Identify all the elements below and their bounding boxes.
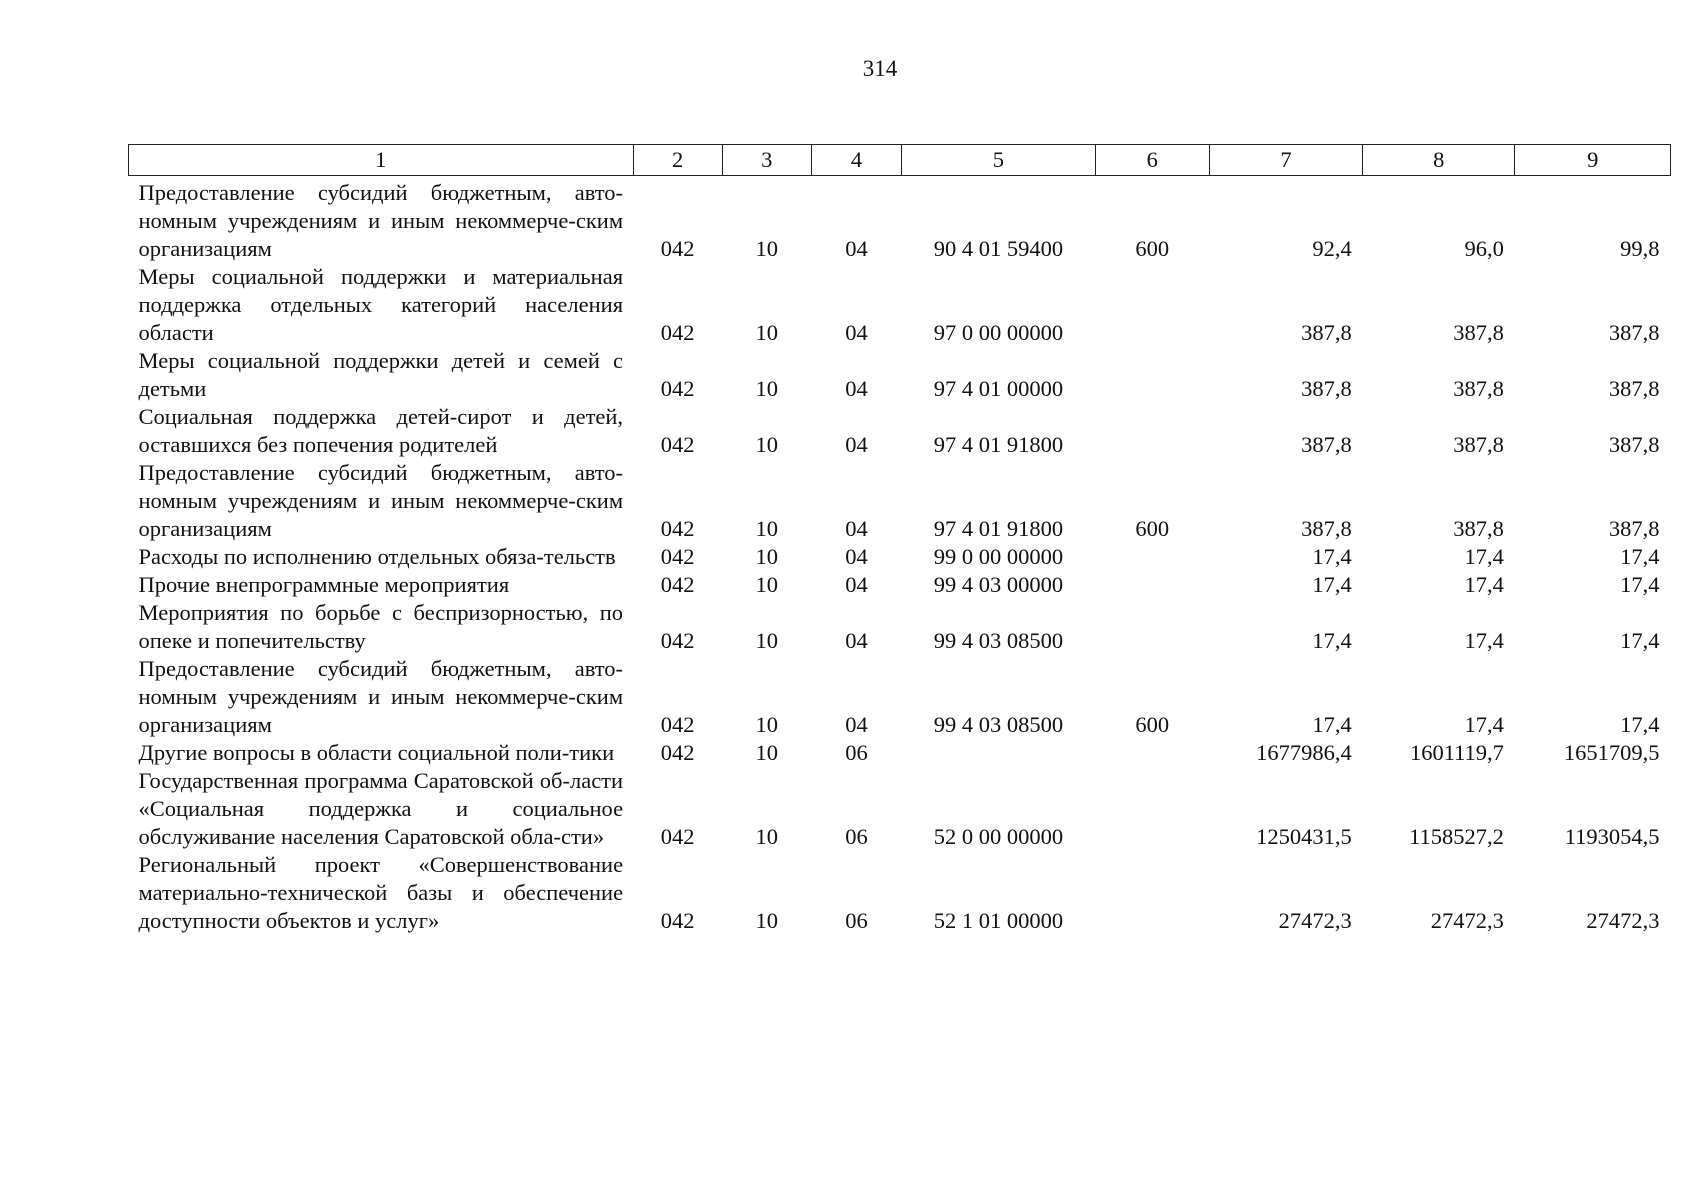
- amount-col-8: 387,8: [1453, 320, 1504, 345]
- ministry-code: 042: [660, 320, 695, 345]
- subsection-code: 04: [845, 572, 868, 597]
- section-code: 10: [755, 432, 779, 457]
- amount-col-8: 387,8: [1453, 376, 1504, 401]
- ministry-code: 042: [660, 432, 695, 457]
- column-header: 5: [902, 145, 1096, 176]
- amount-col-7: 387,8: [1301, 376, 1352, 401]
- amount-col-9: 17,4: [1620, 628, 1660, 653]
- target-article-code: 52 1 01 00000: [933, 908, 1064, 933]
- subsection-code: 06: [845, 824, 868, 849]
- amount-col-8: 17,4: [1464, 544, 1504, 569]
- expense-type-code: [1095, 571, 1209, 599]
- target-article-code: 97 4 01 00000: [933, 376, 1064, 401]
- column-header: 3: [722, 145, 811, 176]
- amount-col-9: 17,4: [1620, 572, 1660, 597]
- row-name: Предоставление субсидий бюджетным, авто-номным учреждениям и иным некоммерче-ским организациям: [138, 180, 624, 261]
- amount-col-8: 27472,3: [1430, 908, 1504, 933]
- row-name: Региональный проект «Совершенствование материально-технической базы и обеспечение доступности объектов и услуг»: [138, 852, 624, 933]
- section-code: 10: [755, 236, 779, 261]
- section-code: 10: [755, 712, 779, 737]
- table-row: [129, 655, 1671, 739]
- table-row: [129, 599, 1671, 655]
- section-code: 10: [755, 544, 779, 569]
- subsection-code: 04: [845, 376, 868, 401]
- ministry-code: 042: [660, 908, 695, 933]
- subsection-code: 04: [845, 516, 868, 541]
- ministry-code: 042: [660, 712, 695, 737]
- table-row: [129, 176, 1671, 264]
- table-header-row: [129, 145, 1671, 176]
- expense-type-code: [1095, 739, 1209, 767]
- table-row: [129, 403, 1671, 459]
- expense-type-code: 600: [1135, 516, 1170, 541]
- row-name: Мероприятия по борьбе с беспризорностью, по опеке и попечительству: [138, 600, 624, 653]
- subsection-code: 04: [845, 432, 868, 457]
- table-row: [129, 767, 1671, 851]
- column-header: 1: [129, 145, 634, 176]
- expense-type-code: 600: [1135, 712, 1170, 737]
- amount-col-8: 96,0: [1464, 236, 1504, 261]
- budget-table: [128, 144, 1671, 935]
- subsection-code: 04: [845, 544, 868, 569]
- expense-type-code: [1095, 767, 1209, 851]
- row-name: Меры социальной поддержки и материальная поддержка отдельных категорий населения области: [138, 264, 624, 345]
- table-row: [129, 459, 1671, 543]
- amount-col-7: 17,4: [1312, 544, 1352, 569]
- ministry-code: 042: [660, 740, 695, 765]
- row-name: Предоставление субсидий бюджетным, авто-номным учреждениям и иным некоммерче-ским организациям: [138, 460, 624, 541]
- column-header: 7: [1209, 145, 1362, 176]
- section-code: 10: [755, 516, 779, 541]
- table-row: [129, 263, 1671, 347]
- section-code: 10: [755, 908, 779, 933]
- target-article-code: 52 0 00 00000: [933, 824, 1064, 849]
- ministry-code: 042: [660, 236, 695, 261]
- target-article-code: 99 4 03 00000: [933, 572, 1064, 597]
- target-article-code: 90 4 01 59400: [933, 236, 1064, 261]
- amount-col-8: 1158527,2: [1409, 824, 1504, 849]
- expense-type-code: [1095, 347, 1209, 403]
- row-name: Социальная поддержка детей-сирот и детей, оставшихся без попечения родителей: [138, 404, 624, 457]
- subsection-code: 06: [845, 740, 868, 765]
- target-article-code: 99 0 00 00000: [933, 544, 1064, 569]
- ministry-code: 042: [660, 376, 695, 401]
- amount-col-7: 17,4: [1312, 712, 1352, 737]
- column-header: 2: [633, 145, 722, 176]
- section-code: 10: [755, 740, 779, 765]
- row-name: Прочие внепрограммные мероприятия: [138, 572, 510, 597]
- section-code: 10: [755, 572, 779, 597]
- ministry-code: 042: [660, 516, 695, 541]
- amount-col-7: 27472,3: [1278, 908, 1352, 933]
- amount-col-7: 92,4: [1312, 236, 1352, 261]
- expense-type-code: [1095, 263, 1209, 347]
- amount-col-9: 1651709,5: [1563, 740, 1660, 765]
- subsection-code: 04: [845, 712, 868, 737]
- expense-type-code: [1095, 851, 1209, 935]
- amount-col-9: 387,8: [1608, 516, 1660, 541]
- row-name: Государственная программа Саратовской об-ласти «Социальная поддержка и социальное обслуживание населения Саратовской обла-сти»: [138, 768, 624, 849]
- amount-col-8: 17,4: [1464, 712, 1504, 737]
- expense-type-code: [1095, 403, 1209, 459]
- section-code: 10: [755, 824, 779, 849]
- table-row: [129, 739, 1671, 767]
- amount-col-8: 17,4: [1464, 628, 1504, 653]
- amount-col-7: 1250431,5: [1256, 824, 1352, 849]
- row-name: Меры социальной поддержки детей и семей с детьми: [138, 348, 624, 401]
- ministry-code: 042: [660, 628, 695, 653]
- row-name: Предоставление субсидий бюджетным, авто-номным учреждениям и иным некоммерче-ским организациям: [138, 656, 624, 737]
- table-row: [129, 851, 1671, 935]
- page-number: 314: [862, 56, 898, 81]
- amount-col-9: 17,4: [1620, 712, 1660, 737]
- target-article-code: [902, 739, 1096, 767]
- section-code: 10: [755, 320, 779, 345]
- expense-type-code: [1095, 599, 1209, 655]
- target-article-code: 97 4 01 91800: [933, 432, 1064, 457]
- amount-col-8: 17,4: [1464, 572, 1504, 597]
- ministry-code: 042: [660, 824, 695, 849]
- amount-col-8: 387,8: [1453, 516, 1504, 541]
- section-code: 10: [755, 628, 779, 653]
- amount-col-9: 99,8: [1620, 236, 1660, 261]
- target-article-code: 97 0 00 00000: [933, 320, 1064, 345]
- amount-col-7: 387,8: [1301, 432, 1352, 457]
- column-header: 8: [1363, 145, 1515, 176]
- amount-col-7: 17,4: [1312, 628, 1352, 653]
- column-header: 4: [811, 145, 901, 176]
- ministry-code: 042: [660, 544, 695, 569]
- target-article-code: 97 4 01 91800: [933, 516, 1064, 541]
- amount-col-7: 387,8: [1301, 516, 1352, 541]
- expense-type-code: 600: [1135, 236, 1170, 261]
- amount-col-7: 17,4: [1312, 572, 1352, 597]
- amount-col-7: 1677986,4: [1256, 740, 1352, 765]
- amount-col-9: 17,4: [1620, 544, 1660, 569]
- amount-col-9: 387,8: [1608, 376, 1660, 401]
- subsection-code: 06: [845, 908, 868, 933]
- subsection-code: 04: [845, 320, 868, 345]
- table-row: [129, 571, 1671, 599]
- column-header: 6: [1095, 145, 1209, 176]
- amount-col-9: 387,8: [1608, 320, 1660, 345]
- subsection-code: 04: [845, 628, 868, 653]
- amount-col-8: 1601119,7: [1409, 740, 1504, 765]
- target-article-code: 99 4 03 08500: [933, 712, 1064, 737]
- expense-type-code: [1095, 543, 1209, 571]
- row-name: Расходы по исполнению отдельных обяза-тельств: [138, 544, 616, 569]
- amount-col-7: 387,8: [1301, 320, 1352, 345]
- amount-col-9: 27472,3: [1586, 908, 1660, 933]
- amount-col-9: 1193054,5: [1564, 824, 1660, 849]
- ministry-code: 042: [660, 572, 695, 597]
- row-name: Другие вопросы в области социальной поли-тики: [138, 740, 615, 765]
- section-code: 10: [755, 376, 779, 401]
- target-article-code: 99 4 03 08500: [933, 628, 1064, 653]
- table-row: [129, 347, 1671, 403]
- amount-col-9: 387,8: [1608, 432, 1660, 457]
- column-header: 9: [1515, 145, 1671, 176]
- table-row: [129, 543, 1671, 571]
- amount-col-8: 387,8: [1453, 432, 1504, 457]
- subsection-code: 04: [845, 236, 868, 261]
